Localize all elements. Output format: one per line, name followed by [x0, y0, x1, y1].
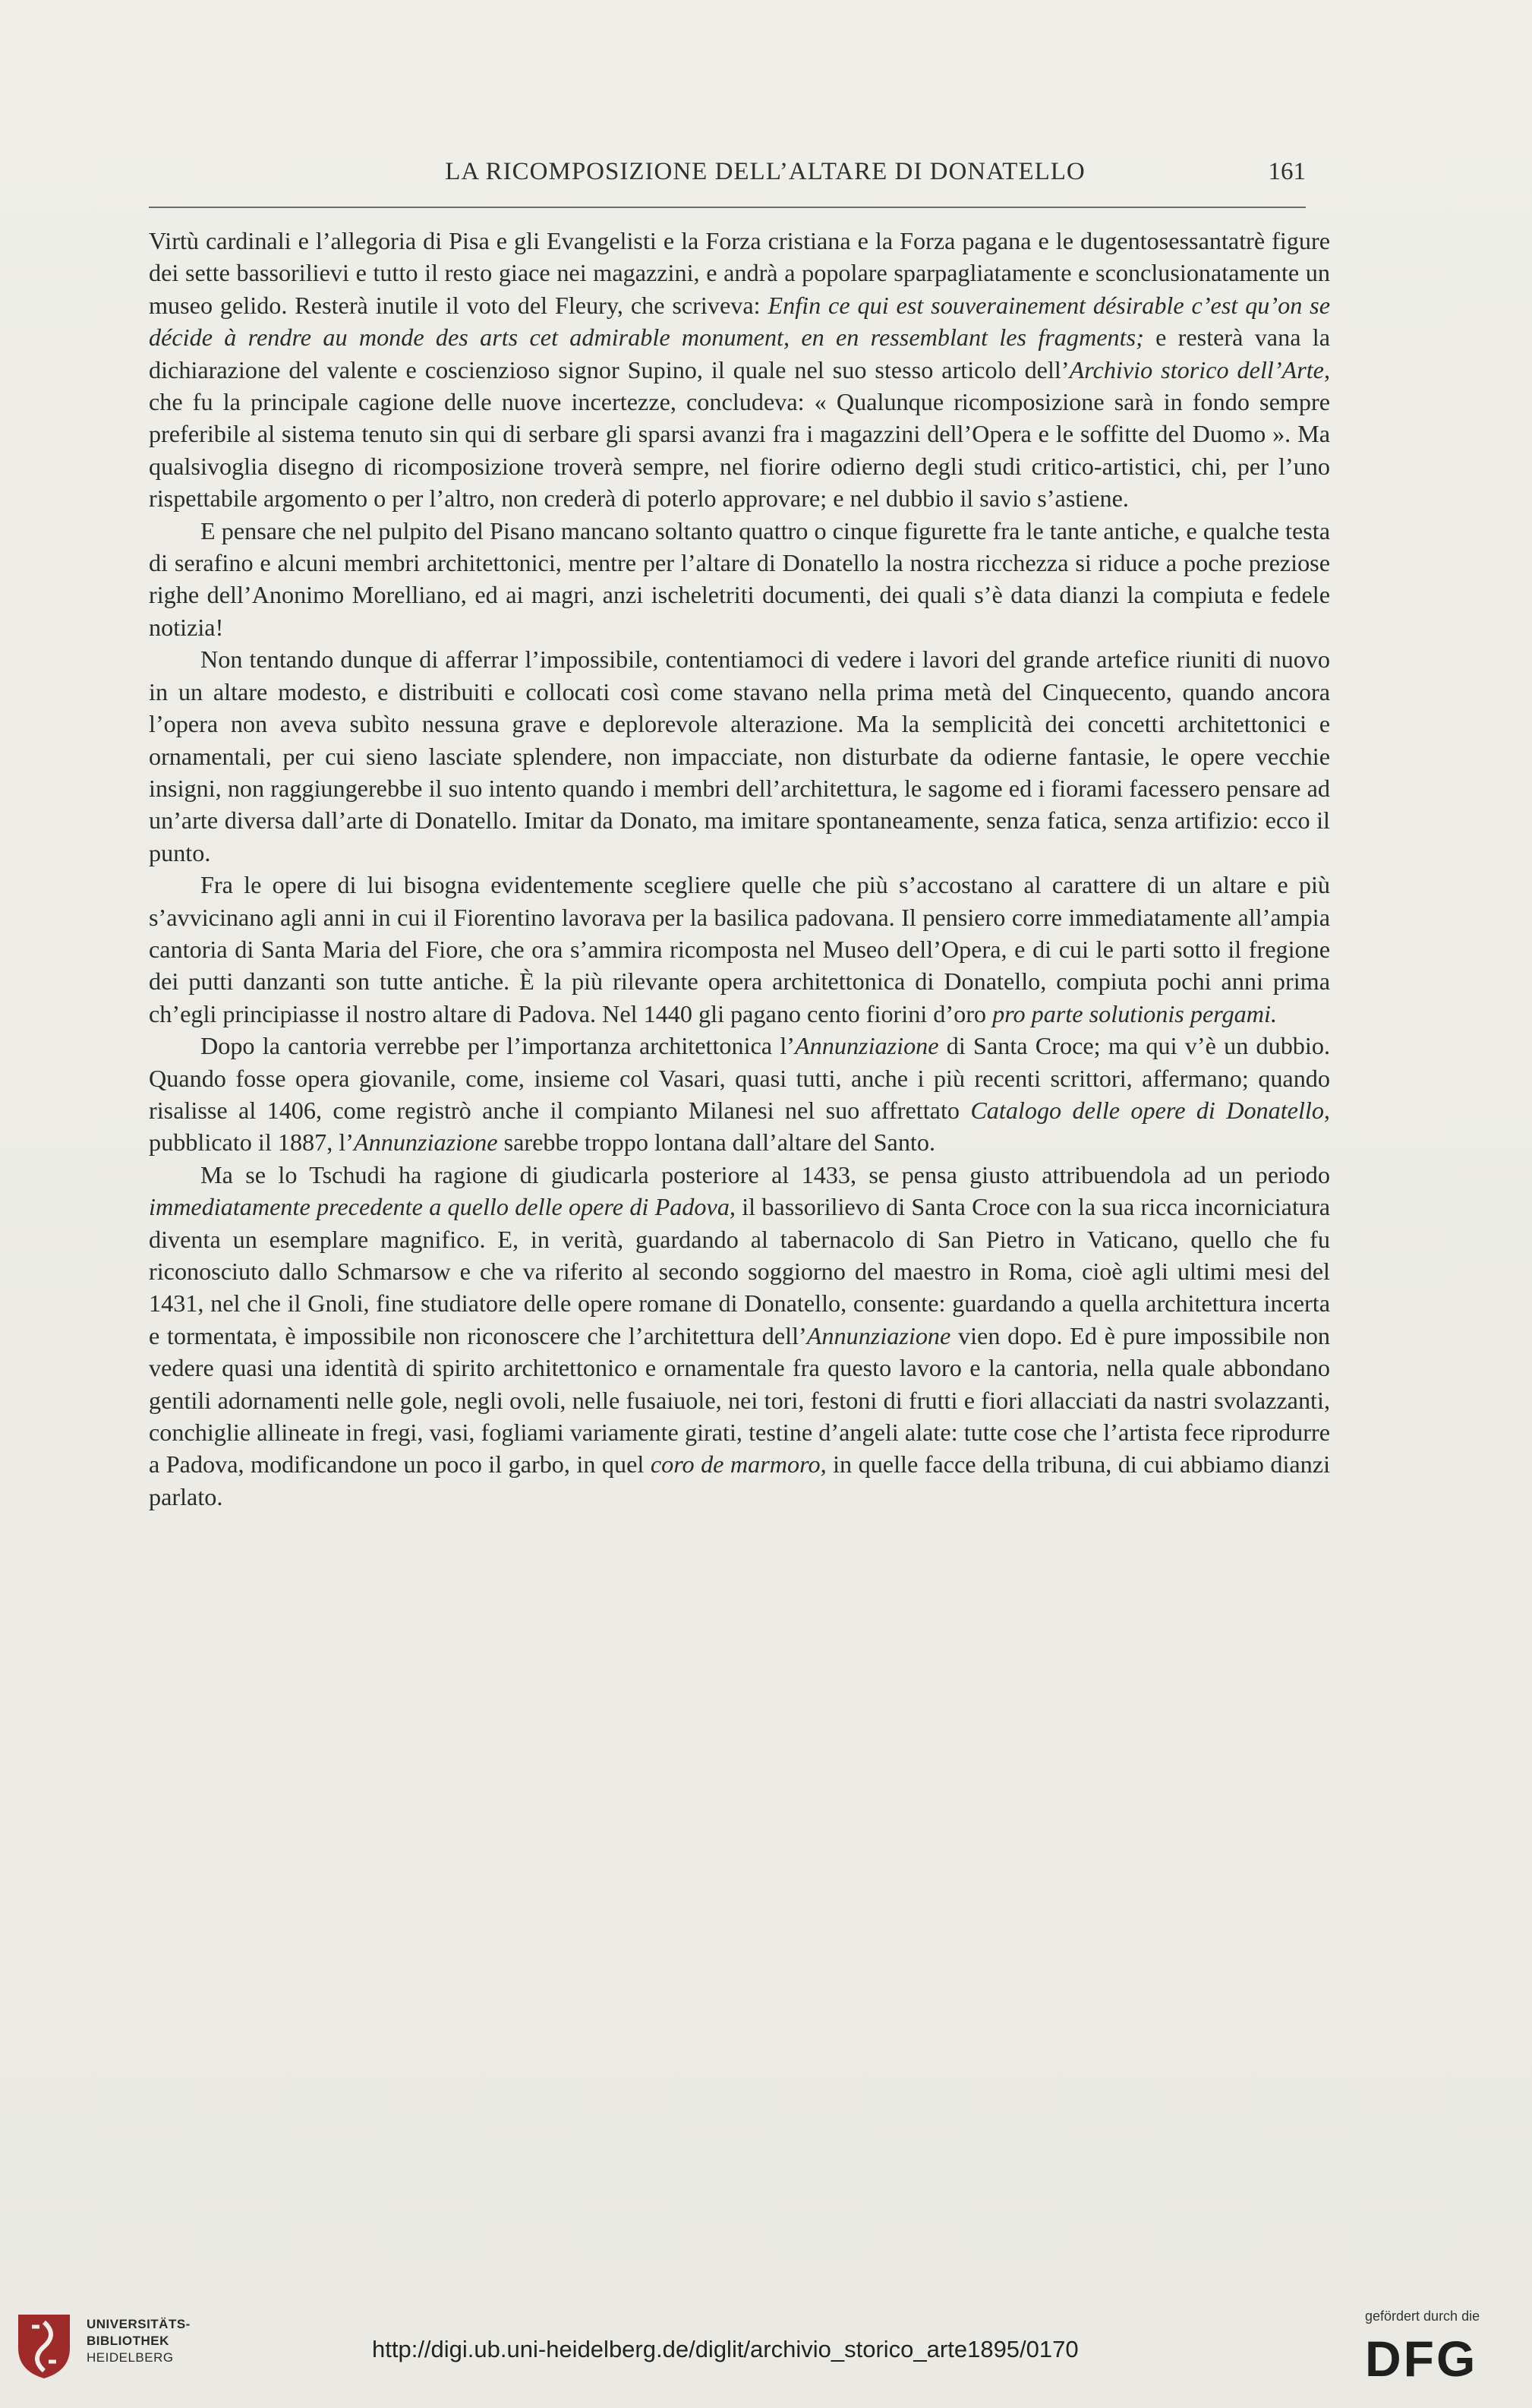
- text-run: sarebbe troppo lontana dall’altare del Santo.: [497, 1128, 936, 1157]
- paragraph-6: [149, 1159, 1330, 1513]
- paragraph-2: E pensare che nel pulpito del Pisano mancano soltanto quattro o cinque figurette fra le tante antiche, e qualche testa di serafino e alcuni membri architettonici, mentre per l’altare di Donatello la nostra ricchezza si riduce a poche preziose righe dell’Anonimo Morelliano, ed ai magri, anzi ischeletriti documenti, dei quali s’è data dianzi la compiuta e fedele notizia!: [149, 516, 1330, 641]
- text-run: Fra le opere di lui bisogna evidentemente scegliere quelle che più s’accostano al carattere di un altare e più s’avvicinano agli anni in cui il Fiorentino lavorava per la basilica padovana. Il pensiero corre immediatamente all’ampia cantoria di Santa Maria del Fiore, che ora s’ammira ricomposta nel Museo dell’Opera, e di cui le parti sotto il fregione dei putti danzanti son tutte antiche. È la più rilevante opera architettonica di Donatello, compiuta pochi anni prima ch’egli principiasse il nostro altare di Padova. Nel 1440 gli pagano cento fiorini d’oro: [149, 871, 1330, 1027]
- institution-line: BIBLIOTHEK: [87, 2334, 169, 2348]
- text-run: vien dopo. Ed è pure impossibile non vedere quasi una identità di spirito architettonico e ornamentale fra questo lavoro e la cantoria, nella quale abbondano gentili adornamenti nelle gole, negli ovoli, nelle fusaiuole, nei tori, festoni di frutti e fiori allacciati da nastri svolazzanti, conchiglie allineate in fregi, vasi, fogliami variamente girati, testine d’angeli alate: tutte cose che l’artista fece riprodurre a Padova, modificandone un poco il garbo, in quel: [149, 1321, 1331, 1479]
- page-number: 161: [1268, 158, 1306, 185]
- funder-block: [1365, 2309, 1517, 2385]
- paragraph-1: [149, 225, 1330, 515]
- italic-title: Annunziazione: [353, 1128, 498, 1157]
- text-run: che fu la principale cagione delle nuove incertezze, concludeva: « Qualunque ricomposizione sarà in fondo sempre preferibile al sistema tenuto sin qui di serbare gli sparsi avanzi fra i magazzini dell’Opera e le soffitte del Duomo ». Ma qualsivoglia disegno di ricomposizione troverà sempre, nel fiorire odierno degli studi critico-artistici, chi, per l’uno rispettabile argomento o per l’altro, non crederà di poterlo approvare; e nel dubbio il savio s’astiene.: [149, 388, 1330, 513]
- italic-title: Annunziazione: [795, 1032, 939, 1060]
- institution-line: HEIDELBERG: [87, 2350, 174, 2365]
- body-text: [149, 225, 1330, 1513]
- text-run: pubblicato il 1887, l’: [149, 1128, 354, 1157]
- italic-quote: Enfin ce qui est souverainement désirable c’est qu’on se décide à rendre au monde des arts cet admirable monument, en en ressemblant les fragments;: [149, 291, 1330, 352]
- page-header: [149, 158, 1306, 200]
- text-run: Virtù cardinali e l’allegoria di Pisa e gli Evangelisti e la Forza cristiana e la Forza pagana e le dugentosessantatrè figure dei sette bassorilievi e tutto il resto giace nei magazzini, e andrà a popolare sparpagliatamente e sconclusionatamente un museo gelido. Resterà inutile il voto del Fleury, che scriveva:: [149, 227, 1330, 319]
- text-run: e resterà vana la dichiarazione del valente e coscienzioso signor Supino, il quale nel suo stesso articolo dell’: [149, 323, 1330, 383]
- italic-phrase: immediatamente precedente a quello delle opere di Padova,: [149, 1193, 736, 1221]
- paragraph-4: [149, 869, 1330, 1030]
- funder-caption: gefördert durch die: [1365, 2309, 1480, 2324]
- university-seal-icon: [14, 2309, 74, 2381]
- text-run: il bassorilievo di Santa Croce con la sua ricca incorniciatura diventa un esemplare magnifico. E, in verità, guardando al tabernacolo di San Pietro in Vaticano, quello che fu riconosciuto dallo Schmarsow e che va riferito al secondo soggiorno del maestro in Roma, cioè agli ultimi mesi del 1431, nel che il Gnoli, fine studiatore delle opere romane di Donatello, consente: guardando a quella architettura incerta e tormentata, è impossibile non riconoscere che l’architettura dell’: [149, 1193, 1330, 1349]
- italic-phrase: pro parte solutionis pergami.: [992, 999, 1278, 1027]
- paragraph-3: Non tentando dunque di afferrar l’impossibile, contentiamoci di vedere i lavori del grande artefice riuniti di nuovo in un altare modesto, e distribuiti e collocati così come stavano nella prima metà del Cinquecento, quando ancora l’opera non aveva subìto nessuna grave e deplorevole alterazione. Ma la semplicità dei concetti architettonici e ornamentali, per cui sieno lasciate splendere, non impacciate, non disturbate da odierne fantasie, le opere vecchie insigni, non raggiungerebbe il suo intento quando i membri dell’architettura, le sagome ed i fiorami facessero pensare ad un’arte diversa dall’arte di Donatello. Imitar da Donato, ma imitare spontaneamente, senza fatica, senza artifizio: ecco il punto.: [149, 645, 1330, 866]
- dfg-logo: DFG: [1365, 2331, 1478, 2387]
- permalink-url[interactable]: http://digi.ub.uni-heidelberg.de/diglit/archivio_storico_arte1895/0170: [372, 2336, 1079, 2362]
- italic-title: Archivio storico dell’Arte,: [1069, 355, 1331, 383]
- running-head: LA RICOMPOSIZIONE DELL’ALTARE DI DONATELLO: [445, 158, 1086, 185]
- footer-bar: [0, 2293, 1532, 2408]
- header-rule: [149, 207, 1306, 208]
- italic-title: Catalogo delle opere di Donatello,: [970, 1096, 1330, 1124]
- text-run: in quelle facce della tribuna, di cui abbiamo dianzi parlato.: [149, 1450, 1331, 1510]
- paragraph-5: [149, 1030, 1330, 1159]
- text-run: di Santa Croce; ma qui v’è un dubbio. Quando fosse opera giovanile, come, insieme col Vasari, quasi tutti, anche i più recenti scrittori, affermano; quando risalisse al 1406, come registrò anche il compianto Milanesi nel suo affrettato: [149, 1032, 1330, 1124]
- italic-phrase: coro de marmoro,: [650, 1450, 827, 1479]
- italic-title: Annunziazione: [806, 1321, 951, 1349]
- text-run: Ma se lo Tschudi ha ragione di giudicarla posteriore al 1433, se pensa giusto attribuendola ad un periodo: [200, 1160, 1330, 1188]
- institution-line: UNIVERSITÄTS-: [87, 2317, 191, 2331]
- institution-name: [87, 2316, 191, 2366]
- text-run: Dopo la cantoria verrebbe per l’importanza architettonica l’: [200, 1032, 795, 1060]
